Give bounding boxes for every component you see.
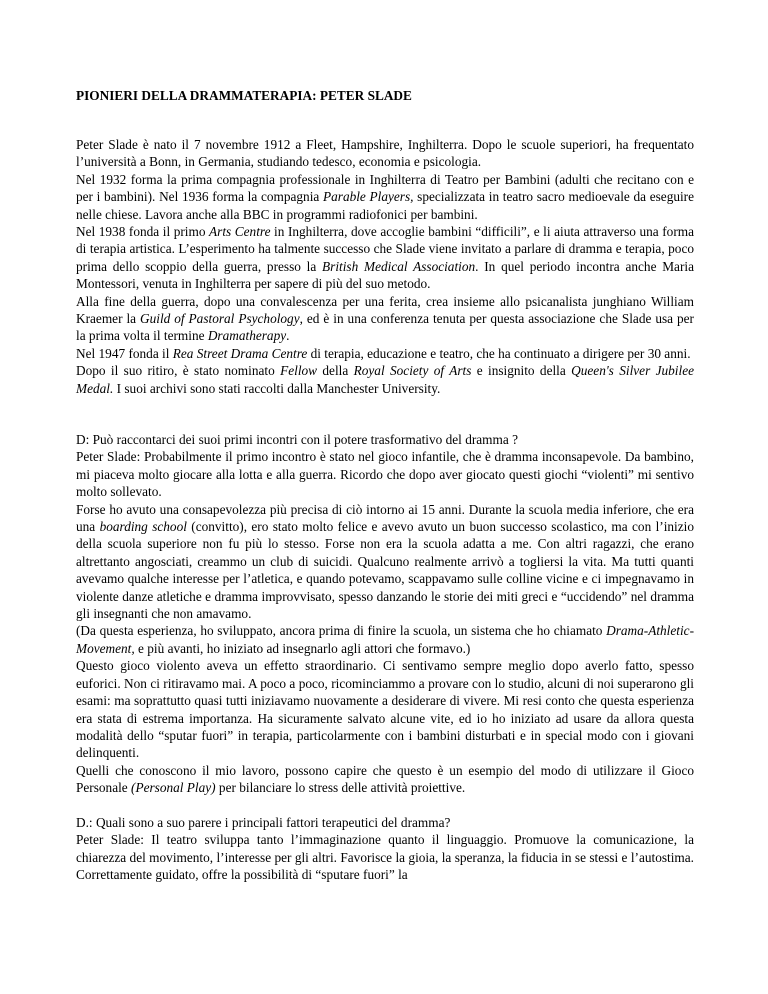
text-run: e insignito della xyxy=(471,363,572,379)
document-title: PIONIERI DELLA DRAMMATERAPIA: PETER SLADE xyxy=(76,88,412,103)
text-run: di terapia, educazione e teatro, che ha continuato a dirigere per 30 anni. xyxy=(307,345,691,361)
italic-term: Guild of Pastoral Psychology xyxy=(140,311,300,327)
italic-term: boarding school xyxy=(99,519,187,535)
text-run: della xyxy=(317,363,354,379)
text-run: Nel 1947 fonda il xyxy=(76,345,173,361)
italic-term: Arts Centre xyxy=(209,224,271,240)
interview1-paragraph xyxy=(76,431,694,448)
interview-section xyxy=(76,431,694,884)
text-run: D: Può raccontarci dei suoi primi incontri con il potere trasformativo del dramma ? xyxy=(76,432,518,447)
italic-term: Rea Street Drama Centre xyxy=(172,345,308,361)
text-run: Alla fine della guerra, dopo una convalescenza per una ferita, crea insieme allo psicanalista junghiano William Kraemer la xyxy=(76,293,694,327)
text-run: . In quel periodo incontra anche Maria Montessori, venuta in Inghilterra per sapere di più del suo metodo. xyxy=(76,258,694,292)
bio-paragraph xyxy=(76,223,694,293)
text-run: in Inghilterra, dove accoglie bambini “difficili”, e li aiuta attraverso una forma di terapia artistica. L’esperimento ha talmente successo che Slade viene invitato a parlare di dramma e terapia, poco prima dello scoppio della guerra, presso la xyxy=(76,224,695,274)
text-run: (Da questa esperienza, ho sviluppato, ancora prima di finire la scuola, un sistema che ho chiamato xyxy=(76,623,607,639)
interview1-paragraph xyxy=(76,797,694,814)
bio-paragraph xyxy=(76,171,694,223)
text-run: Peter Slade è nato il 7 novembre 1912 a Fleet, Hampshire, Inghilterra. Dopo le scuole superiori, ha frequentato l’università a Bonn, in Germania, studiando tedesco, economia e psicologia. xyxy=(76,137,694,170)
italic-term: Drama-Athletic-Movement, xyxy=(76,623,694,656)
interview1-paragraph xyxy=(76,501,694,623)
text-run: specializzata in teatro sacro medioevale da eseguire nelle chiese. Lavora anche alla BBC in programmi radiofonici per bambini. xyxy=(76,189,695,222)
text-run: Peter Slade: Il teatro sviluppa tanto l’immaginazione quanto il linguaggio. Promuove la comunicazione, la chiarezza del movimento, l’interesse per gli altri. Favorisce la gioia, la speranza, la fiducia in se stessi e l’autostima. Correttamente guidato, offre la possibilità di “sputare fuori” la xyxy=(76,832,694,883)
text-run: Quelli che conoscono il mio lavoro, possono capire che questo è un esempio del modo di utilizzare il Gioco Personale xyxy=(76,762,694,796)
interview1-paragraph xyxy=(76,762,694,797)
italic-term: Dramatherapy xyxy=(207,328,287,344)
text-run: Nel 1938 fonda il primo xyxy=(76,224,210,240)
bio-paragraph xyxy=(76,345,694,362)
italic-term: Fellow xyxy=(280,363,318,379)
interview1-paragraph xyxy=(76,831,694,883)
text-run: Forse ho avuto una consapevolezza più precisa di ciò intorno ai 15 anni. Durante la scuola media inferiore, che era una xyxy=(76,501,694,535)
text-run: I suoi archivi sono stati raccolti dalla Manchester University. xyxy=(113,380,441,396)
text-run: Nel 1932 forma la prima compagnia professionale in Inghilterra di Teatro per Bambini (adulti che recitano con e per i bambini). Nel 1936 forma la compagnia xyxy=(76,171,694,205)
text-run: per bilanciare lo stress delle attività proiettive. xyxy=(215,780,466,796)
text-run: Questo gioco violento aveva un effetto straordinario. Ci sentivamo sempre meglio dopo averlo fatto, spesso euforici. Non ci ritiravamo mai. A poco a poco, ricominciammo a provare con lo studio, alcuni di noi superarono gli esami: ma soprattutto quasi tutti iniziavamo nuovamente a desiderare di vivere. Mi resi conto che questa esperienza era stata di estrema importanza. Ha sicuramente salvato alcune vite, ed io ho iniziato ad usare da allora questa modalità dello “sputar fuori” in terapia, particolarmente con i bambini disturbati e in special modo con i giovani delinquenti. xyxy=(76,658,694,761)
bio-paragraph xyxy=(76,136,694,171)
interview1-paragraph xyxy=(76,657,694,761)
italic-term: (Personal Play) xyxy=(131,780,216,796)
text-run: , ed è in una conferenza tenuta per questa associazione che Slade usa per la prima volta il termine xyxy=(76,311,694,344)
interview1-paragraph xyxy=(76,448,694,500)
text-run: (convitto), ero stato molto felice e avevo avuto un buon successo scolastico, ma con l’inizio della scuola superiore non fu più lo stesso. Forse non era la scuola adatta a me. Con altri ragazzi, che erano altrettanto angosciati, creammo un club di suicidi. Qualcuno realmente arrivò a togliersi la vita. Ma tutti quanti avevamo qualche interesse per l’atletica, e quando potevamo, scappavamo sulle colline vicine e ci impegnavamo in violente danze atletiche e dramma improvvisato, spesso danzando le storie dei miti greci e “uccidendo” nel dramma gli insegnanti che non amavamo. xyxy=(76,519,694,622)
italic-term: British Medical Association xyxy=(322,258,476,274)
interview1-paragraph xyxy=(76,622,694,657)
bio-paragraph xyxy=(76,293,694,345)
text-run: Dopo il suo ritiro, è stato nominato xyxy=(76,363,281,379)
text-run: Peter Slade: Probabilmente il primo incontro è stato nel gioco infantile, che è dramma inconsapevole. Da bambino, mi piaceva molto giocare alla lotta e alla guerra. Ricordo che dopo aver giocato questi giochi “violenti” mi sentivo molto sollevato. xyxy=(76,449,694,500)
biography-section xyxy=(76,136,694,397)
text-run: D.: Quali sono a suo parere i principali fattori terapeutici del dramma? xyxy=(76,814,451,830)
text-run: e più avanti, ho iniziato ad insegnarlo agli attori che formavo.) xyxy=(134,640,471,656)
italic-term: Royal Society of Arts xyxy=(353,363,472,379)
bio-paragraph xyxy=(76,362,694,397)
italic-term: Queen's Silver Jubilee Medal. xyxy=(76,363,694,396)
text-run: . xyxy=(286,328,290,344)
interview1-paragraph xyxy=(76,814,694,831)
italic-term: Parable Players, xyxy=(323,189,414,205)
